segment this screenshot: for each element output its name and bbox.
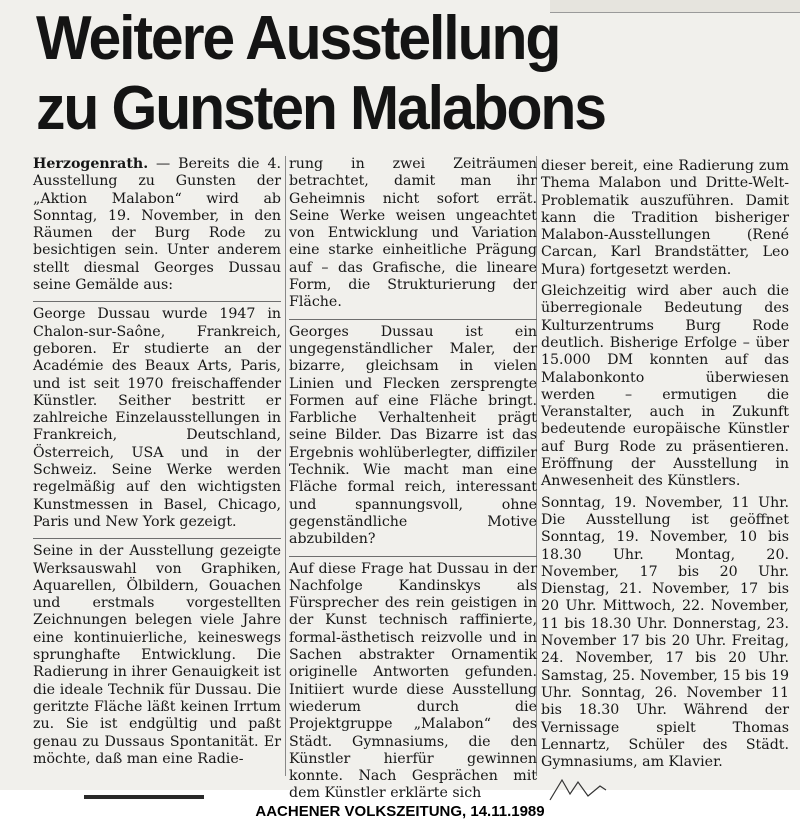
paragraph: dieser bereit, eine Radierung zum Thema Malabon und Dritte-Welt-Problematik auszuführen. Damit kann die Tradition bisheriger Malabon-Ausstellungen (René Carcan, Karl Brandstätter, Leo Mura) fortgesetzt werden. (541, 158, 789, 278)
paragraph: Seine in der Ausstellung gezeigte Werksauswahl von Graphiken, Aquarellen, Ölbildern, Gouachen und erstmals vorgestellten Zeichnungen belegen viele Jahre eine kontinuierliche, keineswegs sprunghafte Entwicklung. Die Radierung in ihrer Genauigkeit ist die ideale Technik für Dussau. Die geritzte Fläche läßt keinen Irrtum zu. Sie ist endgültig und paßt genau zu Dussaus Spontanität. Er möchte, daß man eine Radie- (33, 538, 281, 768)
paragraph: Gleichzeitig wird aber auch die überregionale Bedeutung des Kulturzentrums Burg Rode deutlich. Bisherige Erfolge – über 15.000 DM konnten auf das Malabonkonto überwiesen werden – ermutigen die Veranstalter, auch in Zukunft bedeutende europäische Künstler auf Burg Rode zu präsentieren. Eröffnung der Ausstellung in Anwesenheit des Künstlers. (541, 283, 789, 490)
dateline: Herzogenrath. (33, 156, 149, 172)
paragraph (33, 156, 281, 294)
column-rule (285, 156, 286, 776)
article-column-1 (33, 156, 281, 768)
headline-line-1: Weitere Ausstellung (36, 4, 560, 73)
paragraph: Georges Dussau ist ein ungegenständlicher Maler, der bizarre, gleichsam in vielen Linien und Flecken zersprengte Formen auf eine Fläche bringt. Farbliche Verhaltenheit prägt seine Bilder. Das Bizarre ist das Ergebnis wohlüberlegter, diffiziler Technik. Wie macht man eine Fläche formal reich, interessant und spannungsvoll, ohne gegenständliche Motive abzubilden? (289, 319, 537, 549)
headline (36, 4, 758, 144)
clipping-edge-mark (84, 795, 204, 799)
article-column-2 (289, 156, 537, 803)
paragraph: Auf diese Frage hat Dussau in der Nachfolge Kandinskys als Fürsprecher des rein geistigen in der Kunst technisch raffinierte, formal-ästhetisch reizvolle und in Sachen abstrakter Ornamentik originelle Antworten gefunden. Initiiert wurde diese Ausstellung wiederum durch die Projektgruppe „Malabon“ des Städt. Gymnasiums, die den Künstler hierfür gewinnen konnte. Nach Gesprächen mit dem Künstler erklärte sich (289, 556, 537, 803)
paragraph: rung in zwei Zeiträumen betrachtet, damit man ihr Geheimnis nicht sofort errät. Seine Werke weisen ungeachtet von Entwicklung und Variation eine starke einheitliche Prägung auf – das Grafische, die lineare Form, die Strukturierung der Fläche. (289, 156, 537, 311)
source-caption: AACHENER VOLKSZEITUNG, 14.11.1989 (255, 803, 545, 820)
article-column-3 (541, 158, 789, 771)
paragraph: George Dussau wurde 1947 in Chalon-sur-Saône, Frankreich, geboren. Er studierte an der Académie des Beaux Arts, Paris, und ist seit 1970 freischaffender Künstler. Seither bestritt er zahlreiche Einzelausstellungen in Frankreich, Deutschland, Österreich, USA und in der Schweiz. Seine Werke werden regelmäßig auf den wichtigsten Kunstmessen in Basel, Chicago, Paris und New York gezeigt. (33, 301, 281, 531)
pen-scribble (548, 772, 608, 802)
headline-line-2: zu Gunsten Malabons (36, 74, 605, 143)
paragraph: Sonntag, 19. November, 11 Uhr. Die Ausstellung ist geöffnet Sonntag, 19. November, 10 bis 18.30 Uhr. Montag, 20. November, 17 bis 20 Uhr. Dienstag, 21. November, 17 bis 20 Uhr. Mittwoch, 22. November, 11 bis 18.30 Uhr. Donnerstag, 23. November 17 bis 20 Uhr. Freitag, 24. November, 17 bis 20 Uhr. Samstag, 25. November, 15 bis 19 Uhr. Sonntag, 26. November 11 bis 18.30 Uhr. Während der Vernissage spielt Thomas Lennartz, Schüler des Städt. Gymnasiums, am Klavier. (541, 494, 789, 771)
paragraph-text: — Bereits die 4. Ausstellung zu Gunsten der „Aktion Malabon“ wird ab Sonntag, 19. November, in den Räumen der Burg Rode zu besichtigen sein. Unter anderem stellt diesmal Georges Dussau seine Gemälde aus: (33, 156, 281, 294)
